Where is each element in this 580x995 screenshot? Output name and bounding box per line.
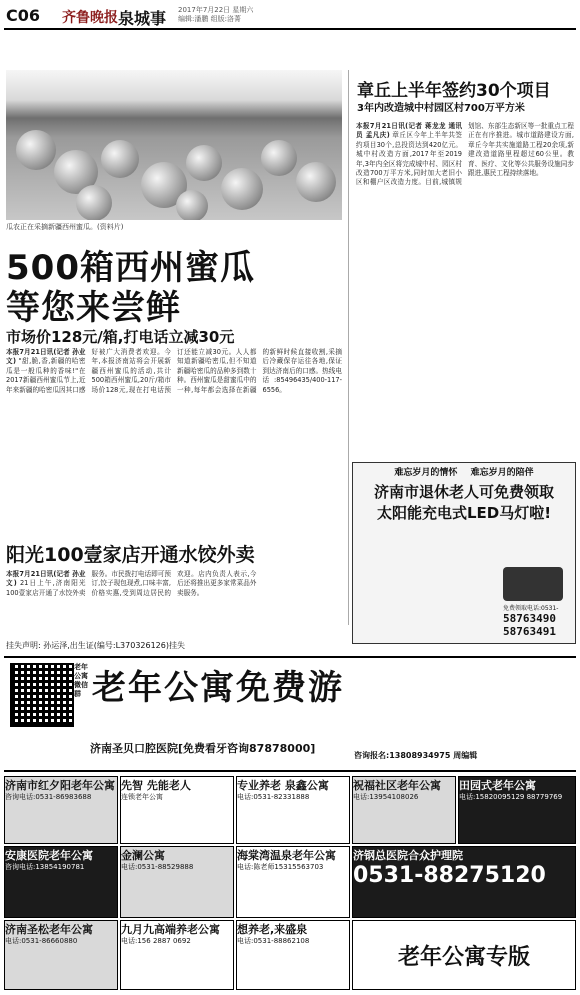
- ad-note: 咨询电话:0531-86983688: [5, 793, 92, 801]
- ad-title: 想养老,来盛泉: [237, 923, 308, 936]
- right-text: 章丘区今年上半年共签约项目30个,总投资达到420亿元。城中村改造方面,2017年至2019年,3年内全区将完成城中村、园区村改造700万平方米,同时加大老旧小区和棚户区改造力度。目前,城镇规划馆、东部生态新区等一批重点工程正在有序推进。城市道路建设方面,章丘今年共实施道路工程20余项,新建改造道路里程超过60公里。教育、医疗、文化等公共服务设施同步跟进,惠民工程持续落地。: [356, 122, 574, 187]
- lead-headline-line-1: 500箱西州蜜瓜: [6, 248, 255, 288]
- ad-cell: [4, 846, 118, 918]
- ad-phone-1: 58763490: [503, 612, 556, 625]
- ad-title: 田园式老年公寓: [459, 779, 536, 792]
- lost-notice: 挂失声明: 孙运泽,出生证(编号:L370326126)挂失: [6, 641, 185, 650]
- ad-cell: [352, 920, 576, 990]
- ad-tag-1: 难忘岁月的情怀: [394, 468, 458, 478]
- ad-phones: [503, 603, 558, 638]
- ad-cell: [120, 846, 234, 918]
- ad-title: 金澜公寓: [121, 849, 165, 862]
- ad-title-2: 太阳能充电式LED马灯啦!: [376, 504, 552, 522]
- ad-note: 电话:0531-88529888: [121, 863, 194, 871]
- ad-cell: [4, 920, 118, 990]
- hotline: 咨询报名:13808934975 周编辑: [354, 751, 478, 760]
- ad-note: 连锁老年公寓: [121, 793, 163, 801]
- hospital-ad: 济南圣贝口腔医院[免费看牙咨询87878000]: [90, 742, 316, 755]
- ad-phone-2: 58763491: [503, 625, 556, 638]
- small-text: 21日上午,济南阳光100壹家店开通了水饺外卖服务。市民拨打电话即可预订,饺子现包现煮,口味丰富,价格实惠,受到周边居民的欢迎。店内负责人表示,今后还将推出更多家常菜品外卖服务。: [6, 570, 257, 597]
- ad-title: 海棠湾温泉老年公寓: [237, 849, 336, 862]
- lead-text: "甜,脆,香,新疆的哈密瓜是一般瓜种的香味!"在2017新疆西州蜜瓜节上,近年来新疆的哈密瓜因其口感好被广大消费者欢迎。今年,本报济南站将会开展新疆西州蜜瓜的活动,共计500箱西州蜜瓜,20斤/箱市场价128元,现在打电话预订还能立减30元。人人都知道新疆哈密瓜,但不知道新疆哈密瓜的品种多到数十种。西州蜜瓜是甜蜜瓜中的一种,每年都会选择在新疆的新鲜时候直接收割,采摘后冷藏保存运往各地,保证到达济南后的口感。热线电话:85496435/400-117-6556。: [6, 348, 342, 394]
- lead-body: [6, 348, 342, 528]
- ad-note: 0531-88275120: [353, 863, 546, 888]
- small-story-body: [6, 570, 342, 636]
- ad-note: 电话:156 2887 0692: [121, 937, 191, 945]
- section-title: 泉城事: [118, 9, 167, 28]
- column-divider: [348, 70, 349, 625]
- ad-cell: [236, 846, 350, 918]
- right-story-subtitle: 3年内改造城中村园区村700万平方米: [357, 103, 525, 114]
- ad-cell: [458, 776, 576, 844]
- lead-subhead: 市场价128元/箱,打电话立减30元: [6, 328, 235, 346]
- brand-logo: 齐鲁晚报: [62, 10, 118, 26]
- ad-cell: [352, 846, 576, 918]
- photo-caption: 瓜农正在采摘新疆西州蜜瓜。(资料片): [6, 223, 124, 231]
- ad-title: 九月九高端养老公寓: [121, 923, 220, 936]
- melon-photo: [6, 70, 342, 220]
- ad-note: 电话:0531-88862108: [237, 937, 310, 945]
- lead-headline: [6, 248, 255, 328]
- ad-note: 电话:陈老师15315563703: [237, 863, 324, 871]
- ad-note: 咨询电话:13854190781: [5, 863, 85, 871]
- ad-note: 电话:15820095129 88779769: [459, 793, 563, 801]
- editor-text: 编辑:潘鹏 组版:洛菁: [178, 15, 241, 23]
- small-story-headline: 阳光100壹家店开通水饺外卖: [6, 544, 255, 566]
- page-code: C06: [6, 6, 41, 25]
- ad-cell: [4, 776, 118, 844]
- ad-title-1: 济南市退休老人可免费领取: [373, 483, 554, 501]
- ad-phone-label: 免费领取电话:0531-: [503, 605, 559, 612]
- right-story-body: [356, 122, 574, 458]
- lead-byline: 本报7月21日讯(记者 孙业文): [6, 348, 86, 366]
- ad-tagline: [353, 465, 575, 478]
- ad-note: 电话:13954108026: [353, 793, 419, 801]
- ad-cell: [120, 776, 234, 844]
- date-line: [178, 6, 318, 24]
- ad-title: 安康医院老年公寓: [5, 849, 93, 862]
- mid-ad-title: 老年公寓免费游: [92, 668, 344, 708]
- ad-cell: [236, 776, 350, 844]
- qr-label: 老年公寓微信群: [74, 663, 88, 698]
- led-lamp-ad: [352, 462, 576, 644]
- ad-note: 电话:0531-86660880: [5, 937, 78, 945]
- ad-tag-2: 难忘岁月的陪伴: [470, 468, 534, 478]
- right-byline: 本报7月21日讯(记者 蒋龙龙 通讯员 孟凡庆): [356, 122, 462, 140]
- lower-rule: [4, 656, 576, 658]
- header-rule: [4, 28, 576, 30]
- lantern-icon: [503, 567, 563, 601]
- ad-cell: [352, 776, 456, 844]
- ad-title: 济南圣松老年公寓: [5, 923, 93, 936]
- ad-note: 电话:0531-82331888: [237, 793, 310, 801]
- ad-cell: [236, 920, 350, 990]
- ad-title: 济南市红夕阳老年公寓: [5, 779, 115, 792]
- ad-title: 济钢总医院合众护理院: [353, 849, 463, 862]
- ad-title: 祝福社区老年公寓: [353, 779, 441, 792]
- ad-title: 先智 先能老人: [121, 779, 191, 792]
- bottom-ad-grid: [4, 770, 576, 992]
- qr-code-icon: [10, 663, 74, 727]
- ad-title: 专业养老 泉鑫公寓: [237, 779, 329, 792]
- date-text: 2017年7月22日 星期六: [178, 6, 254, 14]
- right-story-title: 章丘上半年签约30个项目: [357, 81, 551, 101]
- small-byline: 本报7月21日讯(记者 孙业文): [6, 570, 86, 588]
- ad-cell: [120, 920, 234, 990]
- special-edition-label: 老年公寓专版: [397, 944, 530, 970]
- lead-headline-line-2: 等您来尝鲜: [6, 288, 181, 328]
